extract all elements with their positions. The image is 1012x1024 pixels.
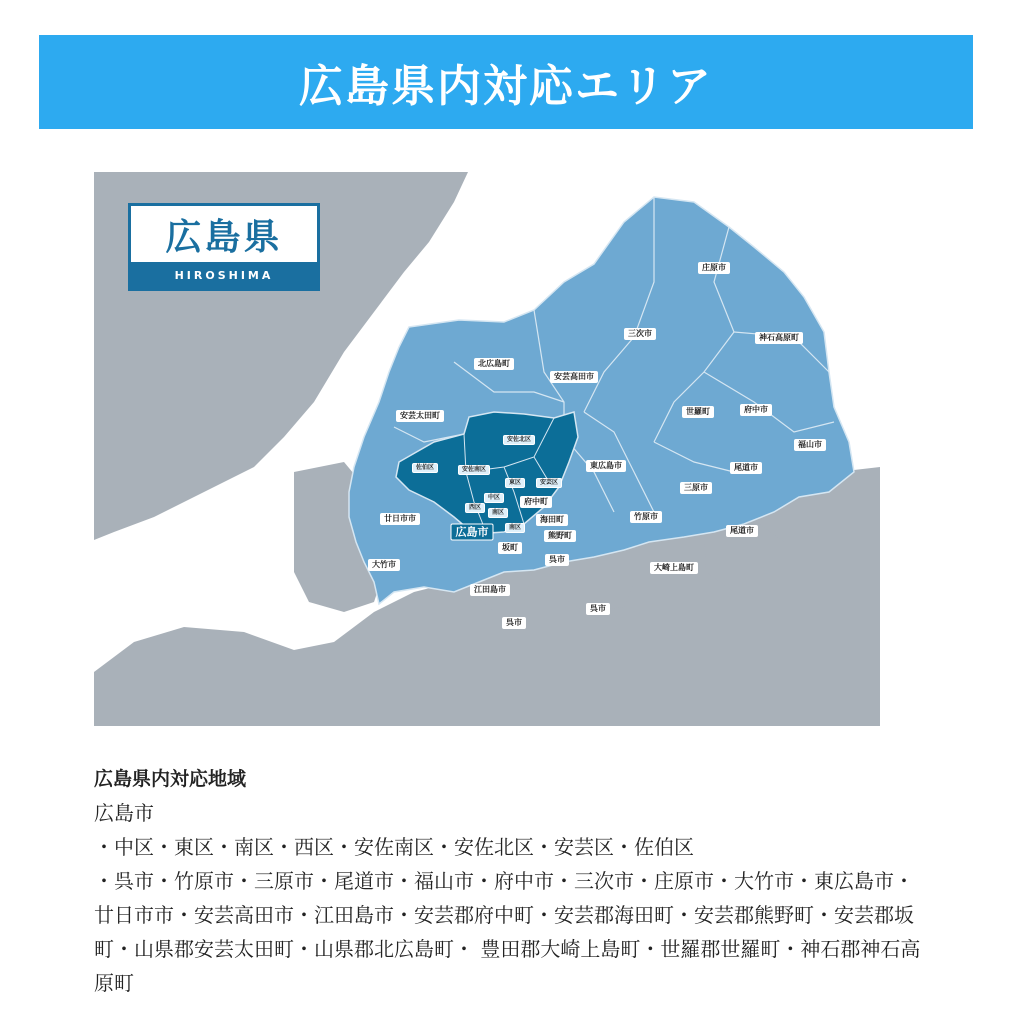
area-list [94,762,924,1000]
map-label-aki: 安芸区 [536,478,562,488]
map-label-saeki: 佐伯区 [412,463,438,473]
map-label-asakita: 安佐北区 [503,435,535,445]
prefecture-map [94,172,880,726]
prefecture-badge [128,203,320,291]
map-label-fuchu-town: 府中町 [520,496,552,508]
map-label-kitahiroshima: 北広島町 [474,358,514,370]
map-label-kure-3: 呉市 [502,617,526,629]
map-label-higashi: 東区 [505,478,525,488]
map-label-jinsekikogen: 神石高原町 [755,332,803,344]
map-label-kaita: 海田町 [536,514,568,526]
map-label-minami: 南区 [488,508,508,518]
area-municipalities: ・呉市・竹原市・三原市・尾道市・福山市・府中市・三次市・庄原市・大竹市・東広島市・廿日市市・安芸高田市・江田島市・安芸郡府中町・安芸郡海田町・安芸郡熊野町・安芸郡坂町・山県郡安芸太田町・山県郡北広島町・ 豊田郡大崎上島町・世羅郡世羅町・神石郡神石高原町 [94,869,921,995]
badge-subtitle: HIROSHIMA [131,262,317,288]
map-label-shobara: 庄原市 [698,262,730,274]
title-banner [39,35,973,129]
map-label-higashihiroshima: 東広島市 [586,460,626,472]
map-label-otake: 大竹市 [368,559,400,571]
map-label-asaminami: 安佐南区 [458,465,490,475]
map-label-kure: 呉市 [545,554,569,566]
map-label-onomichi: 尾道市 [730,462,762,474]
map-label-fukuyama: 福山市 [794,439,826,451]
badge-title: 広島県 [165,216,283,258]
map-label-akiota: 安芸太田町 [396,410,444,422]
map-label-hiroshima-city: 広島市 [451,524,494,541]
map-label-takehara: 竹原市 [630,511,662,523]
area-city: 広島市 [94,801,154,825]
area-heading: 広島県内対応地域 [94,768,247,790]
map-label-osakikamijima: 大崎上島町 [650,562,698,574]
map-label-onomichi-2: 尾道市 [726,525,758,537]
page-title: 広島県内対応エリア [299,61,713,112]
map-label-fuchu-city: 府中市 [740,404,772,416]
map-label-sera: 世羅町 [682,406,714,418]
map-label-etajima: 江田島市 [470,584,510,596]
map-label-kure-2: 呉市 [586,603,610,615]
map-label-kumano: 熊野町 [544,530,576,542]
area-wards: ・中区・東区・南区・西区・安佐南区・安佐北区・安芸区・佐伯区 [94,835,694,859]
map-label-minami-2: 南区 [505,523,525,533]
map-label-nishi: 西区 [465,503,485,513]
map-label-saka: 坂町 [498,542,522,554]
map-label-naka: 中区 [484,493,504,503]
map-label-hatsukaichi: 廿日市市 [380,513,420,525]
map-label-miyoshi: 三次市 [624,328,656,340]
map-label-mihara: 三原市 [680,482,712,494]
map-label-akitakata: 安芸高田市 [550,371,598,383]
